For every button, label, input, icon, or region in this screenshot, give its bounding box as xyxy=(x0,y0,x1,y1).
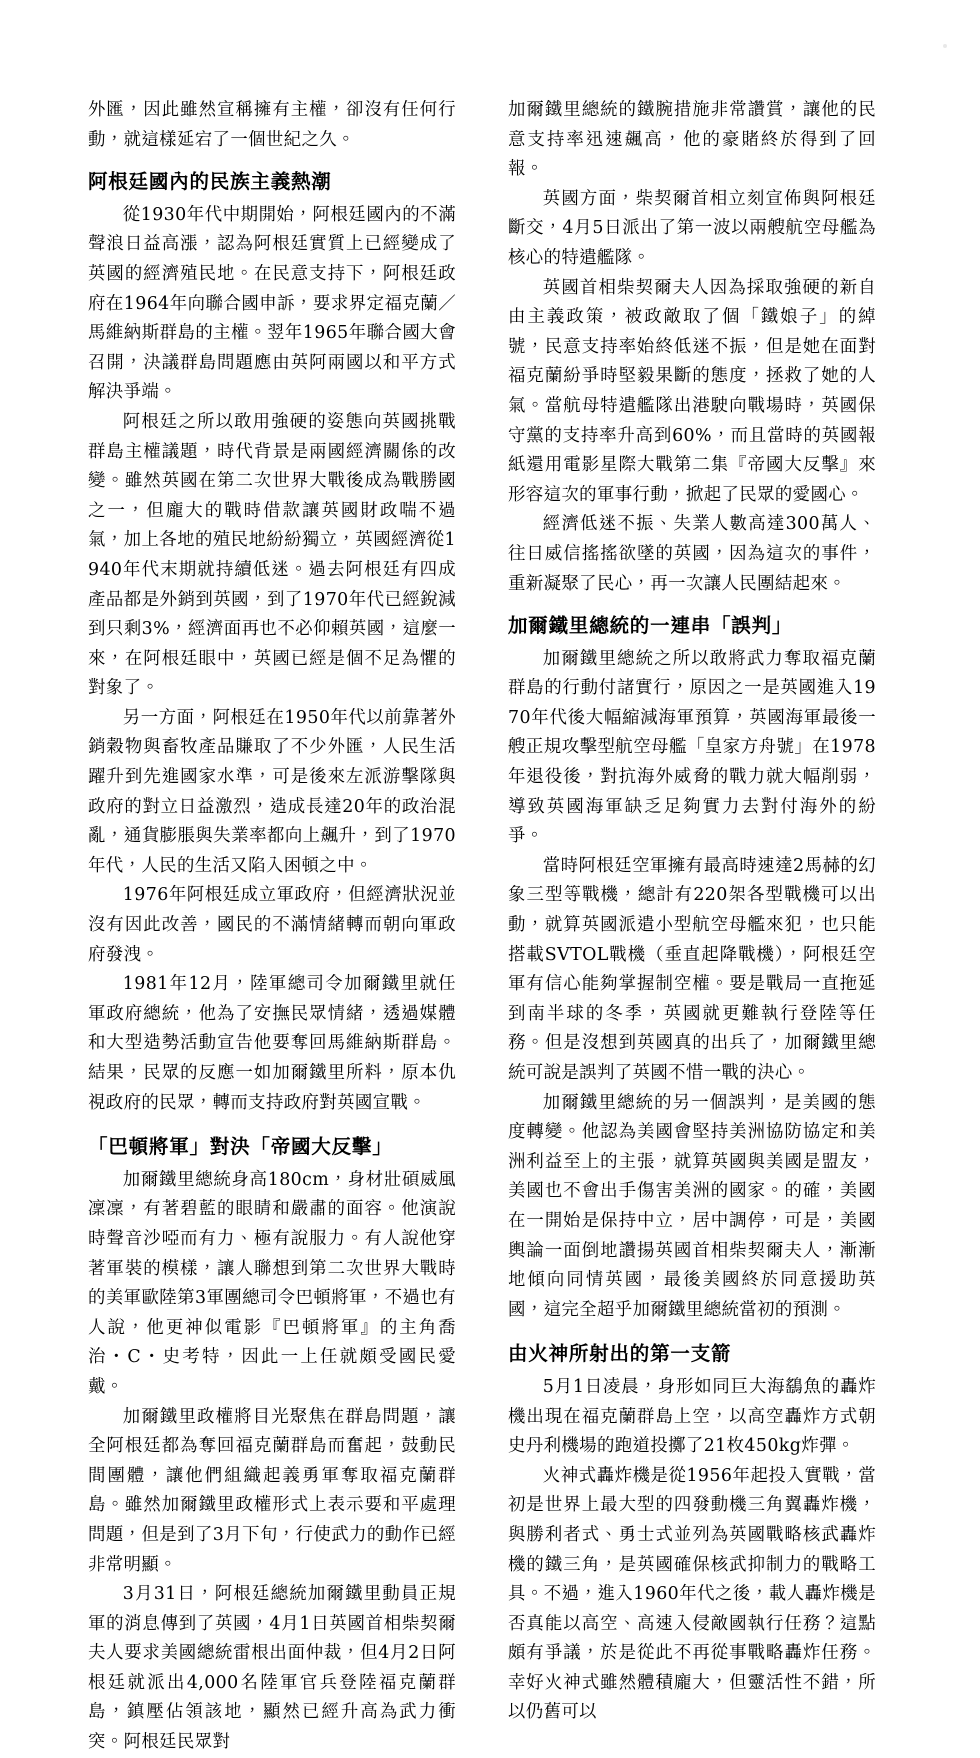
paragraph: 從1930年代中期開始，阿根廷國內的不滿聲浪日益高漲，認為阿根廷實質上已經變成了英國的經濟殖民地。在民意支持下，阿根廷政府在1964年向聯合國申訴，要求界定福克蘭／馬維納斯群島的主權。翌年1965年聯合國大會召開，決議群島問題應由英阿兩國以和平方式解決爭端。 xyxy=(88,204,456,403)
section-heading: 阿根廷國內的民族主義熱潮 xyxy=(88,170,332,194)
paragraph: 3月31日，阿根廷總統加爾鐵里動員正規軍的消息傳到了英國，4月1日英國首相柴契爾夫人要求美國總統雷根出面仲裁，但4月2日阿根廷就派出4,000名陸軍官兵登陸福克蘭群島，鎮壓佔領該地，顯然已經升高為武力衝突。阿根廷民眾對 xyxy=(88,1584,456,1753)
paragraph: 加爾鐵里總統之所以敢將武力奪取福克蘭群島的行動付諸實行，原因之一是英國進入1970年代後大幅縮減海軍預算，英國海軍最後一艘正規攻擊型航空母艦「皇家方舟號」在1978年退役後，對抗海外威脅的戰力就大幅削弱，導致英國海軍缺乏足夠實力去對付海外的紛爭。 xyxy=(508,648,876,847)
paragraph: 1976年阿根廷成立軍政府，但經濟狀況並沒有因此改善，國民的不滿情緒轉而朝向軍政府發洩。 xyxy=(88,885,456,965)
section-heading: 「巴頓將軍」對決「帝國大反擊」 xyxy=(88,1135,393,1159)
paragraph: 阿根廷之所以敢用強硬的姿態向英國挑戰群島主權議題，時代背景是兩國經濟關係的改變。雖然英國在第二次世界大戰後成為戰勝國之一，但龐大的戰時借款讓英國財政喘不過氣，加上各地的殖民地紛紛獨立，英國經濟從1940年代末期就持續低迷。過去阿根廷有四成產品都是外銷到英國，到了1970年代已經銳減到只剩3%，經濟面再也不必仰賴英國，這麼一來，在阿根廷眼中，英國已經是個不足為懼的對象了。 xyxy=(88,411,456,699)
paragraph: 外匯，因此雖然宣稱擁有主權，卻沒有任何行動，就這樣延宕了一個世紀之久。 xyxy=(88,100,456,150)
paragraph: 加爾鐵里總統的鐵腕措施非常讚賞，讓他的民意支持率迅速飆高，他的豪賭終於得到了回報。 xyxy=(508,100,876,180)
paragraph: 當時阿根廷空軍擁有最高時速達2馬赫的幻象三型等戰機，總計有220架各型戰機可以出動，就算英國派遣小型航空母艦來犯，也只能搭載SVTOL戰機（垂直起降戰機），阿根廷空軍有信心能夠掌握制空權。要是戰局一直拖延到南半球的冬季，英國就更難執行登陸等任務。但是沒想到英國真的出兵了，加爾鐵里總統可說是誤判了英國不惜一戰的決心。 xyxy=(508,855,876,1083)
paragraph: 經濟低迷不振、失業人數高達300萬人、往日威信搖搖欲墜的英國，因為這次的事件，重新凝聚了民心，再一次讓人民團結起來。 xyxy=(508,514,876,594)
paragraph: 加爾鐵里總統的另一個誤判，是美國的態度轉變。他認為美國會堅持美洲協防協定和美洲利益至上的主張，就算英國與美國是盟友，美國也不會出手傷害美洲的國家。的確，美國在一開始是保持中立，居中調停，可是，美國輿論一面倒地讚揚英國首相柴契爾夫人，漸漸地傾向同情英國，最後美國終於同意援助英國，這完全超乎加爾鐵里總統當初的預測。 xyxy=(508,1092,876,1320)
right-column xyxy=(508,96,876,1728)
paragraph: 英國方面，柴契爾首相立刻宣佈與阿根廷斷交，4月5日派出了第一波以兩艘航空母艦為核心的特遣艦隊。 xyxy=(508,188,876,268)
paragraph: 火神式轟炸機是從1956年起投入實戰，當初是世界上最大型的四發動機三角翼轟炸機，與勝利者式、勇士式並列為英國戰略核武轟炸機的鐵三角，是英國確保核武抑制力的戰略工具。不過，進入1960年代之後，載人轟炸機是否真能以高空、高速入侵敵國執行任務？這點頗有爭議，於是從此不再從事戰略轟炸任務。幸好火神式雖然體積龐大，但靈活性不錯，所以仍舊可以 xyxy=(508,1465,876,1723)
section-heading: 加爾鐵里總統的一連串「誤判」 xyxy=(508,614,793,638)
paragraph: 英國首相柴契爾夫人因為採取強硬的新自由主義政策，被政敵取了個「鐵娘子」的綽號，民意支持率始終低迷不振，但是她在面對福克蘭紛爭時堅毅果斷的態度，拯救了她的人氣。當航母特遣艦隊出港駛向戰場時，英國保守黨的支持率升高到60%，而且當時的英國報紙還用電影星際大戰第二集『帝國大反擊』來形容這次的軍事行動，掀起了民眾的愛國心。 xyxy=(508,277,876,505)
left-column xyxy=(88,96,456,1758)
paragraph: 1981年12月，陸軍總司令加爾鐵里就任軍政府總統，他為了安撫民眾情緒，透過媒體和大型造勢活動宣告他要奪回馬維納斯群島。結果，民眾的反應一如加爾鐵里所料，原本仇視政府的民眾，轉而支持政府對英國宣戰。 xyxy=(88,974,456,1113)
paragraph: 加爾鐵里政權將目光聚焦在群島問題，讓全阿根廷都為奪回福克蘭群島而奮起，鼓動民間團體，讓他們組織起義勇軍奪取福克蘭群島。雖然加爾鐵里政權形式上表示要和平處理問題，但是到了3月下旬，行使武力的動作已經非常明顯。 xyxy=(88,1406,456,1575)
paragraph: 另一方面，阿根廷在1950年代以前靠著外銷穀物與畜牧產品賺取了不少外匯，人民生活躍升到先進國家水準，可是後來左派游擊隊與政府的對立日益激烈，造成長達20年的政治混亂，通貨膨脹與失業率都向上飆升，到了1970年代，人民的生活又陷入困頓之中。 xyxy=(88,707,456,876)
paragraph: 5月1日凌晨，身形如同巨大海鷂魚的轟炸機出現在福克蘭群島上空，以高空轟炸方式朝史丹利機場的跑道投擲了21枚450kg炸彈。 xyxy=(508,1376,876,1457)
paragraph: 加爾鐵里總統身高180cm，身材壯碩威風凜凜，有著碧藍的眼睛和嚴肅的面容。他演說時聲音沙啞而有力、極有說服力。有人說他穿著軍裝的模樣，讓人聯想到第二次世界大戰時的美軍歐陸第3軍團總司令巴頓將軍，不過也有人說，他更神似電影『巴頓將軍』的主角喬治・C・史考特，因此一上任就頗受國民愛戴。 xyxy=(88,1169,456,1397)
section-heading: 由火神所射出的第一支箭 xyxy=(508,1342,732,1366)
